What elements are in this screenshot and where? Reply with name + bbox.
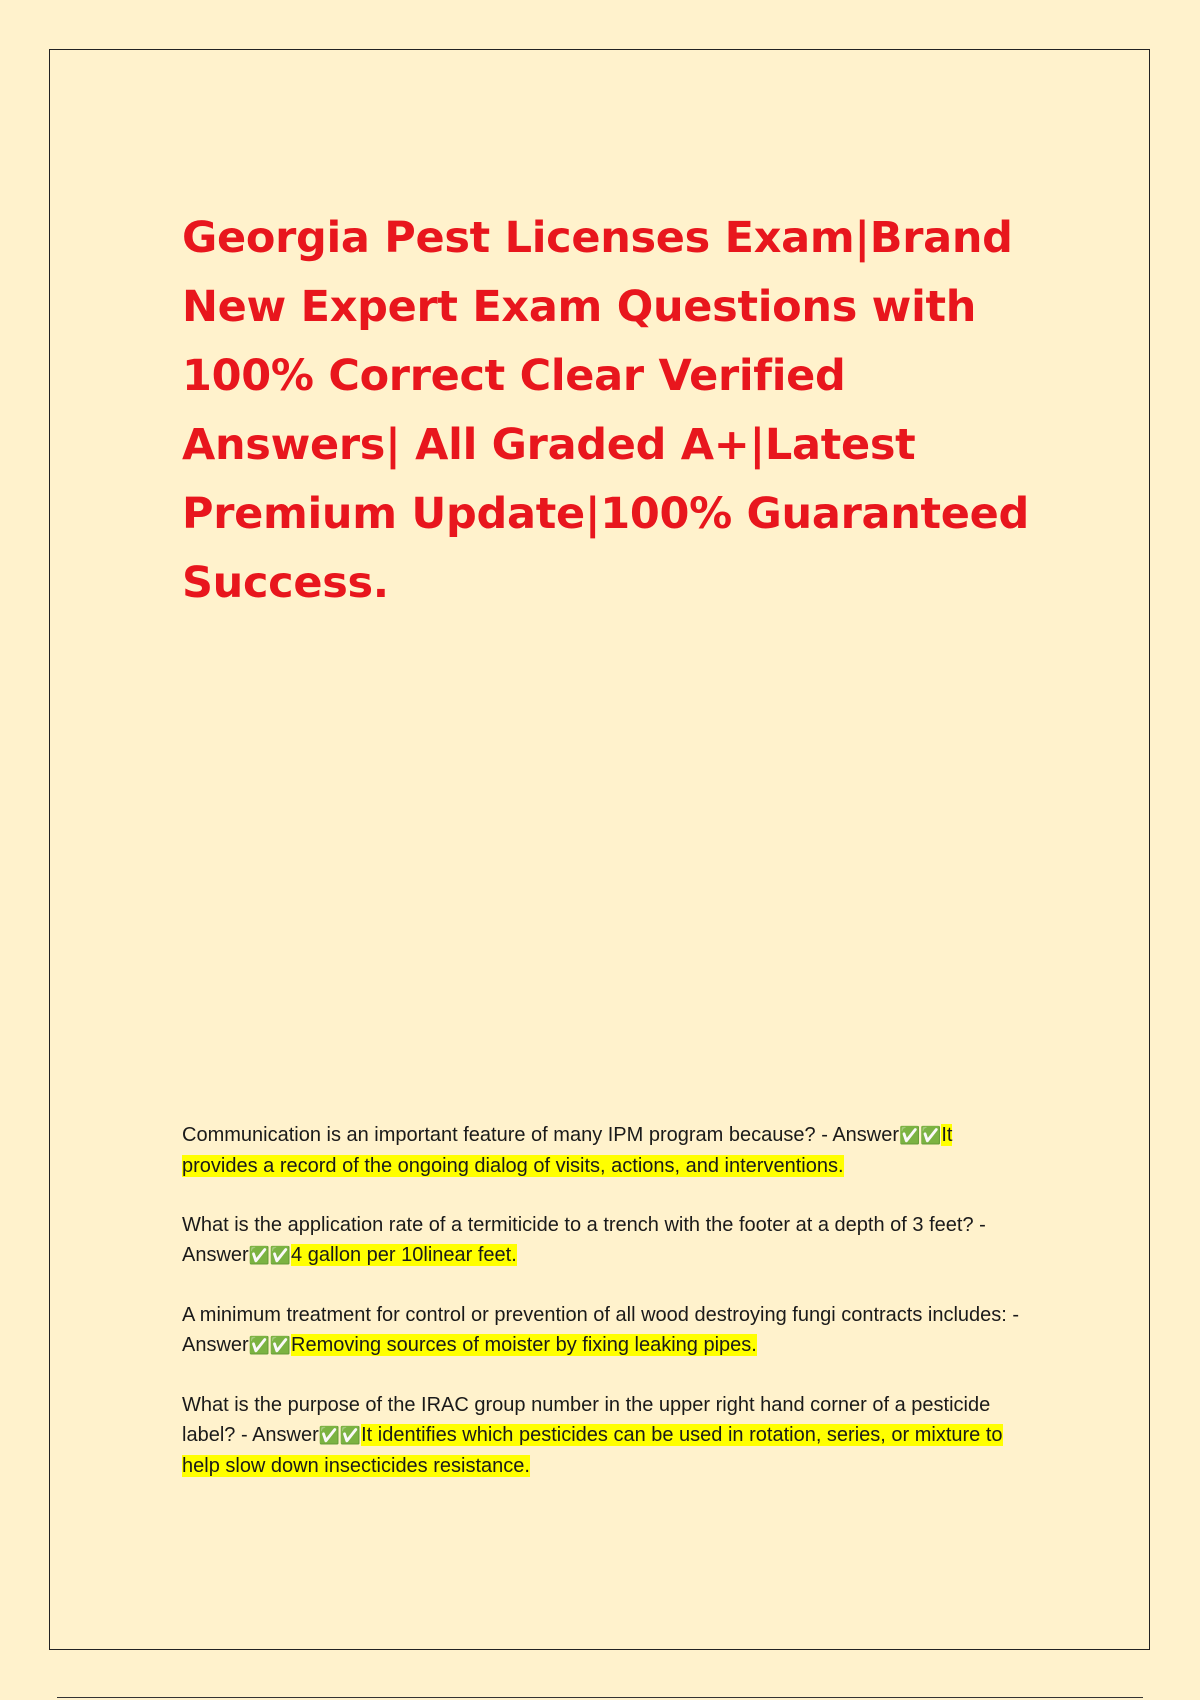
qa-item-1 bbox=[182, 1120, 1032, 1181]
question-text: What is the purpose of the IRAC group number in the upper right hand corner of a pesticide label? bbox=[182, 1394, 991, 1446]
answer-prefix: - Answer bbox=[182, 1214, 986, 1266]
check-marks-icon: ✅✅ bbox=[248, 1336, 292, 1356]
qa-item-4 bbox=[182, 1390, 1032, 1481]
answer-text: It identifies which pesticides can be used in rotation, series, or mixture to help slow down insecticides resistance. bbox=[182, 1424, 1003, 1477]
bottom-divider bbox=[57, 1697, 1143, 1698]
qa-list bbox=[182, 1120, 1032, 1510]
answer-prefix: - Answer bbox=[182, 1304, 1020, 1356]
qa-item-2 bbox=[182, 1210, 1032, 1271]
answer-prefix: - Answer bbox=[240, 1424, 319, 1446]
question-text: Communication is an important feature of many IPM program because? bbox=[182, 1124, 816, 1146]
answer-prefix: - Answer bbox=[821, 1124, 900, 1146]
answer-text: It provides a record of the ongoing dialog of visits, actions, and interventions. bbox=[182, 1124, 953, 1177]
question-text: What is the application rate of a termiticide to a trench with the footer at a depth of 3 feet? bbox=[182, 1214, 974, 1236]
answer-text: Removing sources of moister by fixing leaking pipes. bbox=[291, 1334, 757, 1356]
answer-text: 4 gallon per 10linear feet. bbox=[291, 1244, 517, 1266]
qa-item-3 bbox=[182, 1300, 1032, 1361]
question-text: A minimum treatment for control or prevention of all wood destroying fungi contracts includes: bbox=[182, 1304, 1007, 1326]
check-marks-icon: ✅✅ bbox=[318, 1426, 362, 1446]
check-marks-icon: ✅✅ bbox=[248, 1246, 292, 1266]
document-title: Georgia Pest Licenses Exam|Brand New Expert Exam Questions with 100% Correct Clear Verified Answers| All Graded A+|Latest Premium Update|100% Guaranteed Success. bbox=[182, 213, 1029, 608]
check-marks-icon: ✅✅ bbox=[899, 1126, 942, 1146]
